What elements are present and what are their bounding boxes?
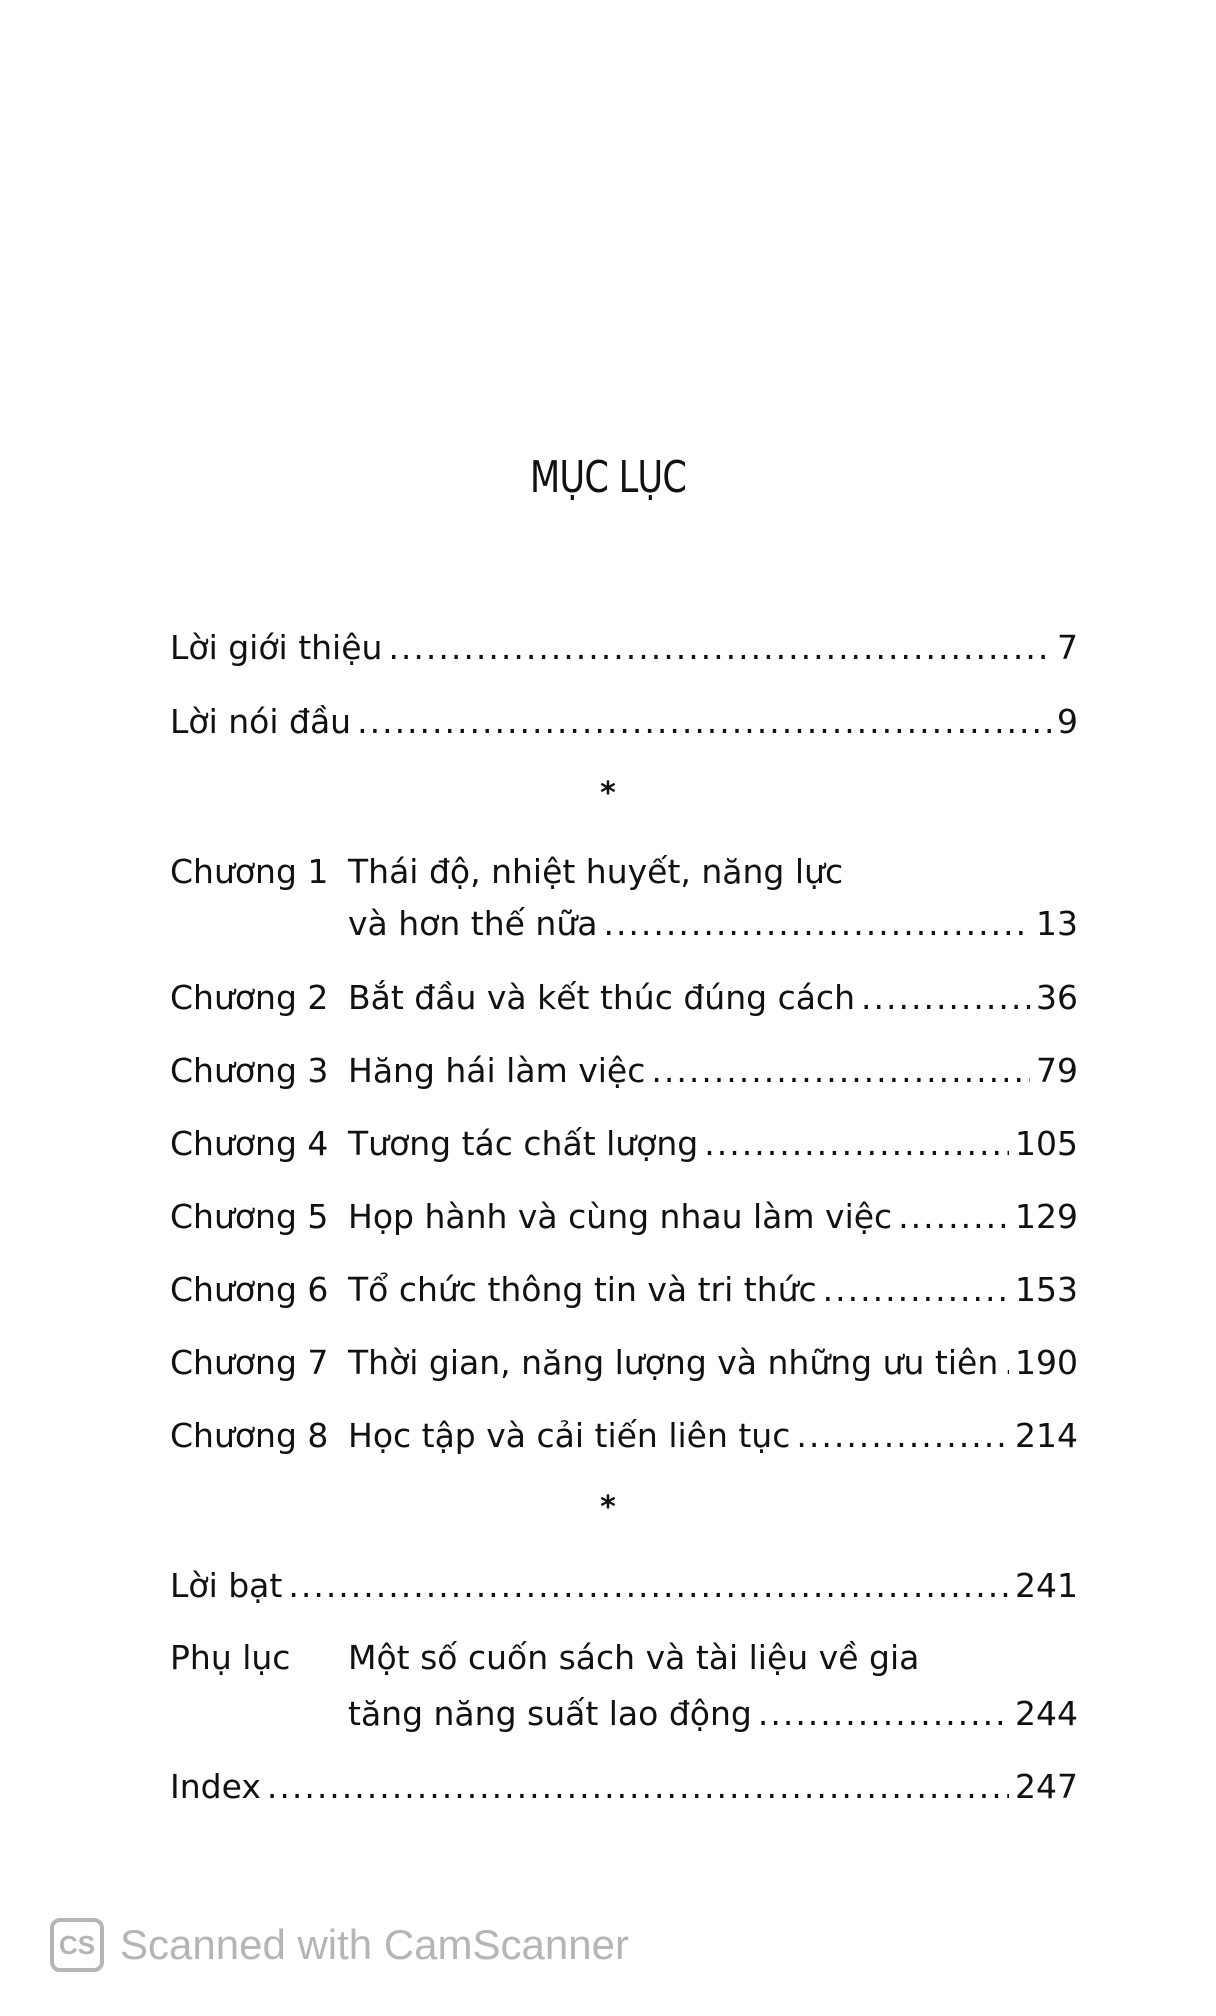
toc-entry-chapter-8 xyxy=(348,1416,1078,1456)
toc-entry-text: Lời giới thiệu xyxy=(170,628,383,667)
toc-entry-page: 247 xyxy=(1015,1767,1078,1806)
toc-entry-page: 241 xyxy=(1015,1566,1078,1605)
toc-entry-text: Hăng hái làm việc xyxy=(348,1051,646,1090)
section-separator: * xyxy=(600,776,616,811)
toc-entry-preface-intro xyxy=(170,628,1078,668)
toc-entry-chapter-1 xyxy=(348,904,1078,944)
toc-entry-chapter-6 xyxy=(348,1270,1078,1310)
section-separator: * xyxy=(600,1490,616,1525)
toc-entry-index xyxy=(170,1767,1078,1807)
toc-entry-chapter-4 xyxy=(348,1124,1078,1164)
dot-leader xyxy=(357,702,1051,742)
toc-entry-chapter-2 xyxy=(348,978,1078,1018)
toc-entry-text: Thời gian, năng lượng và những ưu tiên xyxy=(348,1343,999,1382)
chapter-label: Chương 1 xyxy=(170,852,329,891)
toc-entry-page: 36 xyxy=(1036,978,1078,1017)
chapter-label: Chương 4 xyxy=(170,1124,329,1163)
toc-entry-page: 153 xyxy=(1015,1270,1078,1309)
appendix-label: Phụ lục xyxy=(170,1638,291,1677)
toc-entry-chapter-7 xyxy=(348,1343,1078,1383)
toc-entry-text: Lời nói đầu xyxy=(170,702,352,741)
toc-entry-text: Họp hành và cùng nhau làm việc xyxy=(348,1197,893,1236)
dot-leader xyxy=(267,1767,1009,1807)
dot-leader xyxy=(288,1566,1009,1606)
dot-leader xyxy=(388,628,1051,668)
toc-entry-text: Lời bạt xyxy=(170,1566,283,1605)
toc-entry-page: 79 xyxy=(1036,1051,1078,1090)
toc-entry-chapter-5 xyxy=(348,1197,1078,1237)
dot-leader xyxy=(796,1416,1009,1456)
watermark-text: Scanned with CamScanner xyxy=(120,1921,629,1968)
camscanner-logo-icon: CS xyxy=(50,1918,104,1972)
dot-leader xyxy=(823,1270,1009,1310)
chapter-label: Chương 7 xyxy=(170,1343,329,1382)
toc-entry-page: 190 xyxy=(1015,1343,1078,1382)
dot-leader xyxy=(898,1197,1009,1237)
toc-entry-text: tăng năng suất lao động xyxy=(348,1694,752,1733)
toc-entry-text: Học tập và cải tiến liên tục xyxy=(348,1416,791,1455)
toc-entry-text: Tổ chức thông tin và tri thức xyxy=(348,1270,817,1309)
dot-leader xyxy=(861,978,1030,1018)
toc-entry-page: 129 xyxy=(1015,1197,1078,1236)
toc-entry-text: Tương tác chất lượng xyxy=(348,1124,699,1163)
toc-entry-text: và hơn thế nữa xyxy=(348,904,598,943)
toc-entry-page: 244 xyxy=(1015,1694,1078,1733)
toc-entry-page: 214 xyxy=(1015,1416,1078,1455)
toc-entry-foreword xyxy=(170,702,1078,742)
toc-entry-page: 9 xyxy=(1057,702,1078,741)
dot-leader xyxy=(1004,1343,1009,1383)
chapter-label: Chương 8 xyxy=(170,1416,329,1455)
camscanner-watermark xyxy=(50,1918,629,1972)
appendix-title-line1: Một số cuốn sách và tài liệu về gia xyxy=(348,1638,920,1677)
dot-leader xyxy=(603,904,1030,944)
chapter-label: Chương 3 xyxy=(170,1051,329,1090)
toc-entry-afterword xyxy=(170,1566,1078,1606)
toc-entry-text: Bắt đầu và kết thúc đúng cách xyxy=(348,978,855,1017)
dot-leader xyxy=(651,1051,1030,1091)
page-title: MỤC LỤC xyxy=(529,452,687,503)
toc-entry-appendix xyxy=(348,1694,1078,1734)
toc-entry-page: 13 xyxy=(1036,904,1078,943)
toc-entry-page: 7 xyxy=(1057,628,1078,667)
toc-entry-page: 105 xyxy=(1015,1124,1078,1163)
dot-leader xyxy=(704,1124,1009,1164)
toc-entry-chapter-3 xyxy=(348,1051,1078,1091)
dot-leader xyxy=(758,1694,1009,1734)
toc-entry-text: Index xyxy=(170,1767,261,1806)
chapter-label: Chương 5 xyxy=(170,1197,329,1236)
chapter-label: Chương 6 xyxy=(170,1270,329,1309)
chapter-label: Chương 2 xyxy=(170,978,329,1017)
chapter-title-line1: Thái độ, nhiệt huyết, năng lực xyxy=(348,852,844,891)
